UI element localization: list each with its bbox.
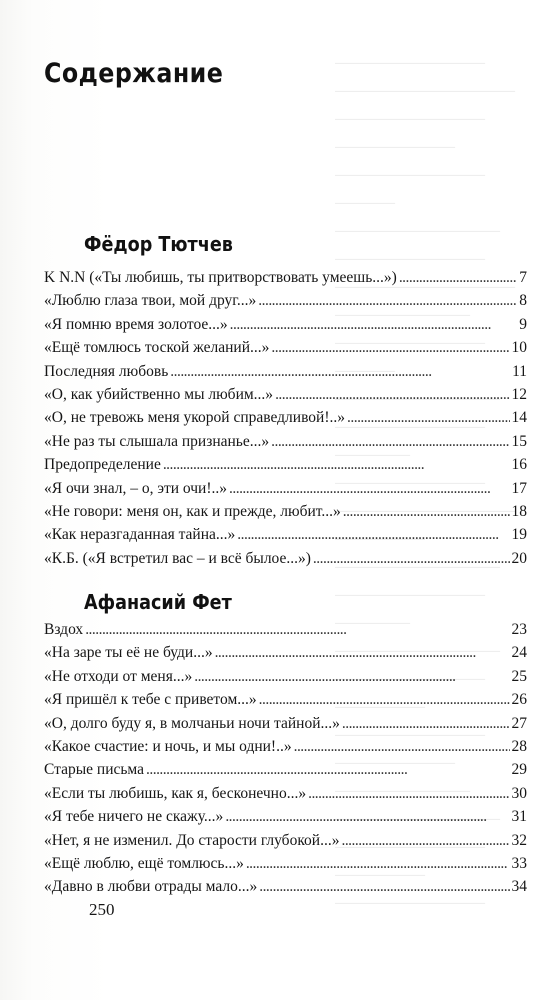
leader-dots bbox=[259, 688, 510, 711]
entry-page: 34 bbox=[511, 878, 527, 896]
toc-entry[interactable] bbox=[44, 406, 527, 429]
entry-page: 18 bbox=[511, 502, 527, 520]
leader-dots bbox=[246, 852, 510, 875]
entry-page: 19 bbox=[511, 526, 527, 544]
leader-dots bbox=[271, 336, 509, 359]
toc-entry[interactable] bbox=[44, 782, 527, 805]
entry-title: «Я помню время золотое...» bbox=[44, 315, 228, 333]
toc-entry[interactable] bbox=[44, 477, 527, 500]
entry-title: Вздох bbox=[44, 621, 84, 638]
entry-page: 15 bbox=[511, 432, 527, 450]
entry-title: «О, долго буду я, в молчаньи ночи тайной...» bbox=[44, 714, 340, 732]
toc-entry[interactable] bbox=[44, 336, 527, 359]
entry-title: «О, как убийственно мы любим...» bbox=[44, 385, 274, 403]
entry-page: 27 bbox=[511, 714, 527, 732]
page-number: 250 bbox=[89, 900, 115, 919]
entry-title: «Люблю глаза твои, мой друг...» bbox=[44, 292, 257, 310]
toc-entry[interactable] bbox=[44, 875, 527, 898]
toc-entry[interactable] bbox=[44, 688, 527, 711]
leader-dots bbox=[259, 875, 509, 898]
entry-page: 14 bbox=[511, 409, 527, 427]
entry-title: Последняя любовь bbox=[44, 362, 169, 380]
toc-entry[interactable] bbox=[44, 618, 527, 641]
toc-entry[interactable] bbox=[44, 383, 527, 406]
toc-entry[interactable] bbox=[44, 500, 527, 523]
toc-entry[interactable] bbox=[44, 430, 527, 453]
toc-entry[interactable] bbox=[44, 289, 527, 312]
toc-entry[interactable] bbox=[44, 453, 527, 476]
entry-page: 8 bbox=[519, 292, 527, 310]
toc-entry[interactable] bbox=[44, 360, 527, 383]
entry-page: 31 bbox=[511, 808, 527, 826]
entry-title: «Не раз ты слышала признанье...» bbox=[44, 432, 270, 450]
leader-dots bbox=[343, 500, 510, 523]
leader-dots bbox=[85, 618, 509, 641]
toc-entry[interactable] bbox=[44, 758, 527, 781]
entry-page: 29 bbox=[511, 761, 527, 779]
entry-title: K N.N («Ты любишь, ты притворствовать умеешь...») bbox=[44, 269, 397, 286]
entry-page: 7 bbox=[519, 269, 527, 286]
entry-page: 30 bbox=[511, 784, 527, 802]
leader-dots bbox=[163, 453, 510, 476]
section-title-fet: Афанасий Фет bbox=[84, 590, 232, 614]
toc-list-tyutchev bbox=[44, 266, 527, 570]
entry-title: «Не отходи от меня...» bbox=[44, 667, 193, 685]
entry-title: «Не говори: меня он, как и прежде, любит...» bbox=[44, 502, 341, 520]
entry-page: 33 bbox=[511, 854, 527, 872]
leader-dots bbox=[225, 805, 509, 828]
section-title-tyutchev: Фёдор Тютчев bbox=[84, 232, 233, 256]
leader-dots bbox=[294, 735, 510, 758]
entry-title: «Если ты любишь, как я, бесконечно...» bbox=[44, 784, 307, 802]
entry-page: 12 bbox=[511, 385, 527, 403]
entry-page: 10 bbox=[511, 339, 527, 357]
leader-dots bbox=[342, 712, 510, 735]
toc-entry[interactable] bbox=[44, 641, 527, 664]
entry-page: 17 bbox=[511, 479, 527, 497]
toc-entry[interactable] bbox=[44, 523, 527, 546]
leader-dots bbox=[347, 406, 509, 429]
toc-entry[interactable] bbox=[44, 313, 527, 336]
entry-title: «На заре ты её не буди...» bbox=[44, 644, 213, 662]
entry-title: Предопределение bbox=[44, 456, 161, 474]
leader-dots bbox=[313, 547, 510, 570]
leader-dots bbox=[230, 313, 518, 336]
bleed-through-text: —————————— ———————————— —————————— ———————— —————————— ———— ——————————— —————————— ———————————— ————————— —————————— ———— ——————————— —————————— ————— —————————— ———————————— —————— ——————————— —————————— ————— ——————————— —————————— —————— —————————— ———————— ————————— ——————————— —————————— —————— —————————— bbox=[335, 55, 515, 911]
entry-page: 25 bbox=[511, 667, 527, 685]
toc-entry[interactable] bbox=[44, 852, 527, 875]
toc-entry[interactable] bbox=[44, 805, 527, 828]
toc-entry[interactable] bbox=[44, 735, 527, 758]
entry-title: «К.Б. («Я встретил вас – и всё былое...») bbox=[44, 549, 311, 567]
leader-dots bbox=[146, 758, 509, 781]
leader-dots bbox=[308, 782, 509, 805]
entry-title: «О, не тревожь меня укорой справедливой!..» bbox=[44, 409, 346, 427]
entry-title: «Я пришёл к тебе с приветом...» bbox=[44, 691, 257, 709]
toc-entry[interactable] bbox=[44, 547, 527, 570]
entry-title: «Ещё томлюсь тоской желаний...» bbox=[44, 339, 270, 357]
entry-page: 20 bbox=[511, 549, 527, 567]
leader-dots bbox=[271, 430, 509, 453]
entry-page: 28 bbox=[511, 737, 527, 755]
entry-page: 9 bbox=[519, 315, 527, 333]
toc-entry[interactable] bbox=[44, 829, 527, 852]
entry-title: «Ещё люблю, ещё томлюсь...» bbox=[44, 854, 244, 872]
entry-page: 16 bbox=[511, 456, 527, 474]
entry-title: «Нет, я не изменил. До старости глубокой...» bbox=[44, 831, 340, 849]
entry-title: «Я очи знал, – о, эти очи!..» bbox=[44, 479, 228, 497]
leader-dots bbox=[399, 266, 517, 289]
entry-page: 26 bbox=[511, 691, 527, 709]
entry-title: «Какое счастие: и ночь, и мы одни!..» bbox=[44, 737, 292, 755]
leader-dots bbox=[341, 829, 509, 852]
leader-dots bbox=[258, 289, 517, 312]
contents-heading: Содержание bbox=[44, 58, 224, 89]
entry-title: «Как неразгаданная тайна...» bbox=[44, 526, 236, 544]
entry-title: «Давно в любви отрады мало...» bbox=[44, 878, 258, 896]
leader-dots bbox=[194, 665, 509, 688]
leader-dots bbox=[170, 360, 510, 383]
toc-entry[interactable] bbox=[44, 266, 527, 289]
leader-dots bbox=[215, 641, 510, 664]
toc-entry[interactable] bbox=[44, 665, 527, 688]
toc-list-fet bbox=[44, 618, 527, 899]
leader-dots bbox=[229, 477, 509, 500]
toc-entry[interactable] bbox=[44, 712, 527, 735]
entry-page: 24 bbox=[511, 644, 527, 662]
leader-dots bbox=[275, 383, 509, 406]
entry-page: 32 bbox=[511, 831, 527, 849]
entry-title: «Я тебе ничего не скажу...» bbox=[44, 808, 224, 826]
entry-page: 23 bbox=[511, 621, 527, 638]
entry-title: Старые письма bbox=[44, 761, 145, 779]
leader-dots bbox=[237, 523, 509, 546]
entry-page: 11 bbox=[512, 362, 527, 380]
